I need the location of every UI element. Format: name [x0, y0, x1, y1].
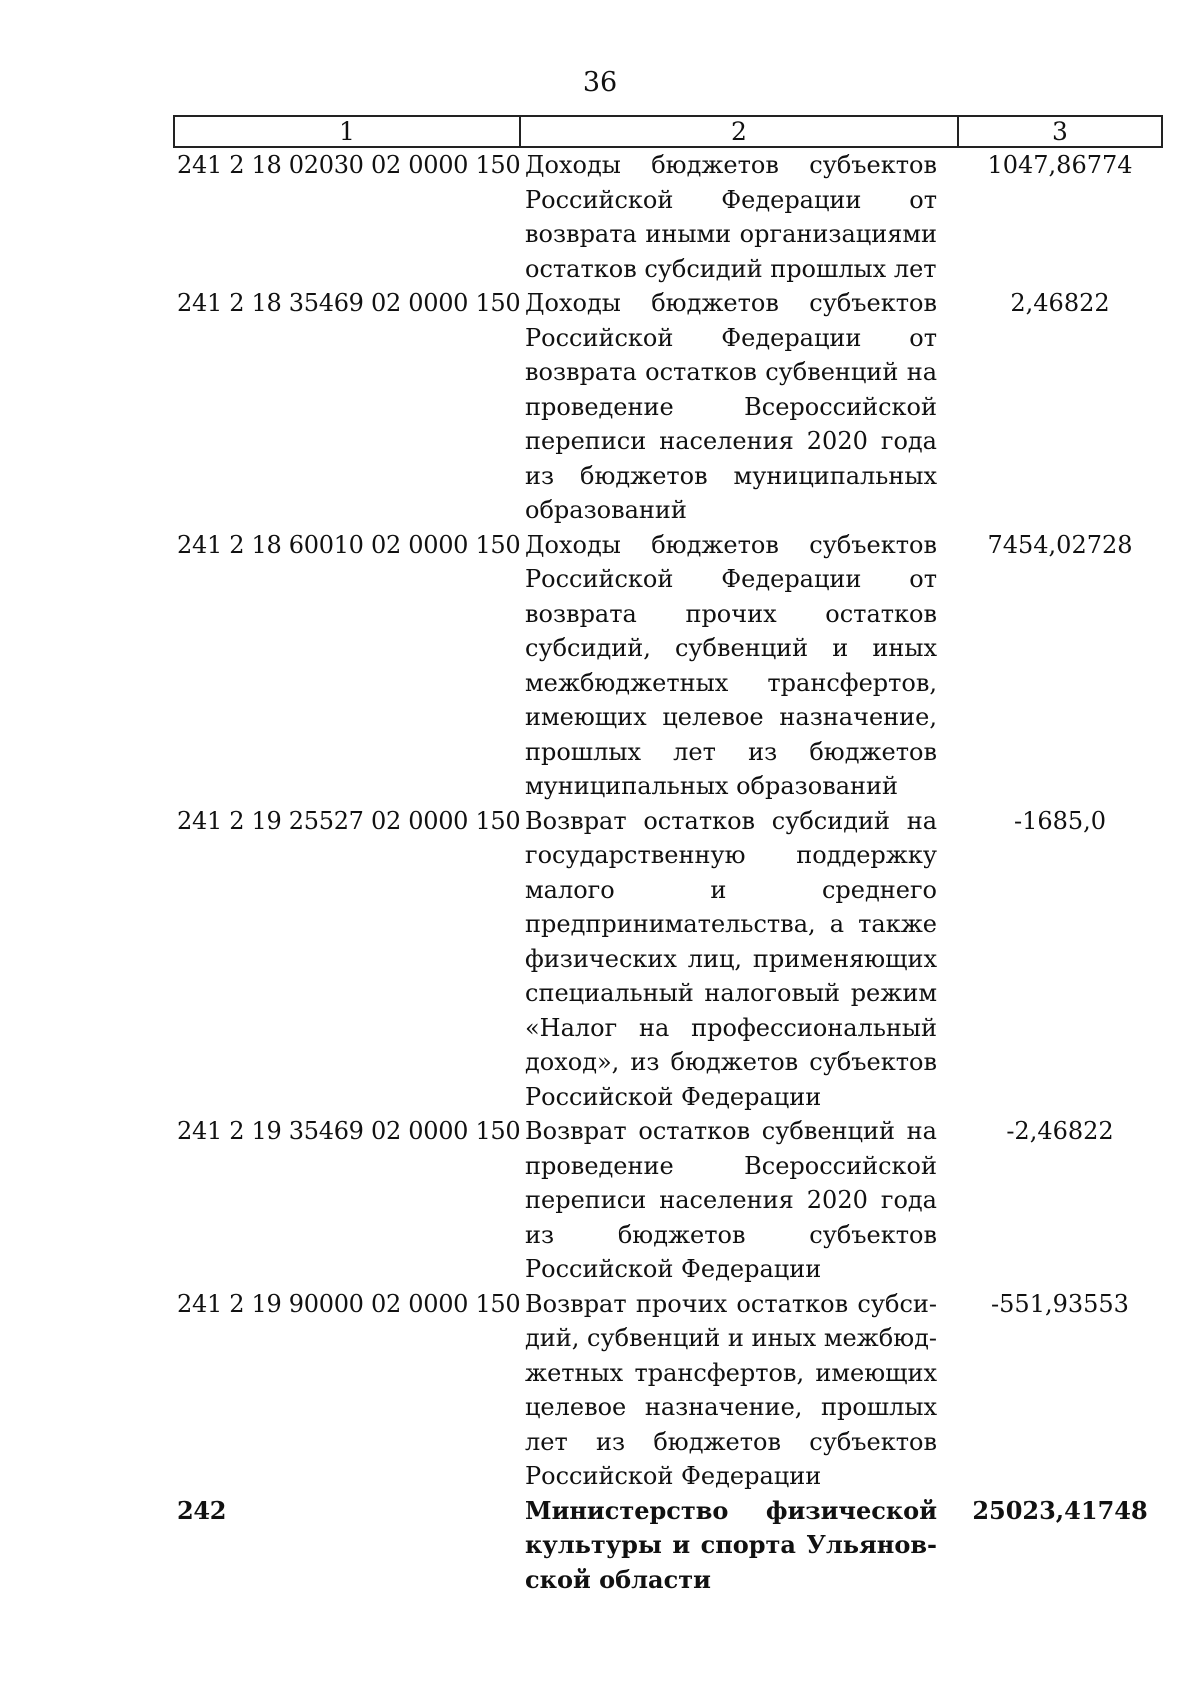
column-header-3: 3 [1052, 117, 1068, 146]
amount: 2,46822 [1010, 289, 1110, 317]
amount: -1685,0 [1013, 806, 1107, 835]
income-description: Возврат прочих остатков субсидий, субвенций и иных межбюджетных трансфертов, имеющих целевое назначение, прошлых лет из бюджетов субъектов Российской Федерации [525, 1289, 937, 1490]
ministry-total-amount: 25023,41748 [972, 1495, 1148, 1525]
amount: 7454,02728 [987, 530, 1133, 559]
page-number: 36 [582, 67, 618, 98]
budget-code: 241 2 19 25527 02 0000 150 [177, 806, 521, 835]
table-row [173, 528, 1163, 804]
column-header-1: 1 [175, 117, 521, 146]
income-description: Возврат остатков субвенций на проведение Всероссийской переписи населения 2020 года из бюджетов субъектов Российской Федерации [525, 1117, 937, 1283]
table-row-ministry [173, 1494, 1163, 1598]
budget-code: 241 2 18 35469 02 0000 150 [177, 289, 521, 317]
table-row [173, 148, 1163, 286]
table-header [173, 115, 1163, 148]
amount: -2,46822 [1006, 1117, 1114, 1145]
budget-table [173, 115, 1163, 1597]
column-header-2: 2 [521, 117, 959, 146]
budget-code: 241 2 19 90000 02 0000 150 [177, 1289, 521, 1318]
table-row [173, 286, 1163, 528]
budget-code: 241 2 19 35469 02 0000 150 [177, 1117, 521, 1145]
income-description: Доходы бюджетов субъектов Российской Федерации от возврата иными организациями остатков субсидий прошлых лет [525, 151, 937, 283]
amount: 1047,86774 [987, 151, 1133, 179]
budget-code: 241 2 18 60010 02 0000 150 [177, 530, 521, 559]
income-description: Доходы бюджетов субъектов Российской Федерации от возврата прочих остатков субсидий, субвенций и иных межбюджетных трансфертов, имеющих целевое назначение, прошлых лет из бюджетов муниципальных образований [525, 530, 937, 800]
income-description: Доходы бюджетов субъектов Российской Федерации от возврата остатков субвенций на проведение Всероссийской переписи населения 2020 года из бюджетов муниципальных образований [525, 289, 937, 524]
ministry-name: Министерство физической культуры и спорта Ульяновской области [525, 1495, 937, 1594]
budget-code: 241 2 18 02030 02 0000 150 [177, 151, 521, 179]
table-row [173, 804, 1163, 1115]
table-row [173, 1287, 1163, 1494]
income-description: Возврат остатков субсидий на государственную поддержку малого и среднего предпринимательства, а также физических лиц, применяющих специальный налоговый режим «Налог на профессиональный доход», из бюджетов субъектов Российской Федерации [525, 806, 937, 1111]
table-row [173, 1114, 1163, 1287]
ministry-code: 242 [177, 1495, 227, 1525]
amount: -551,93553 [991, 1289, 1129, 1318]
